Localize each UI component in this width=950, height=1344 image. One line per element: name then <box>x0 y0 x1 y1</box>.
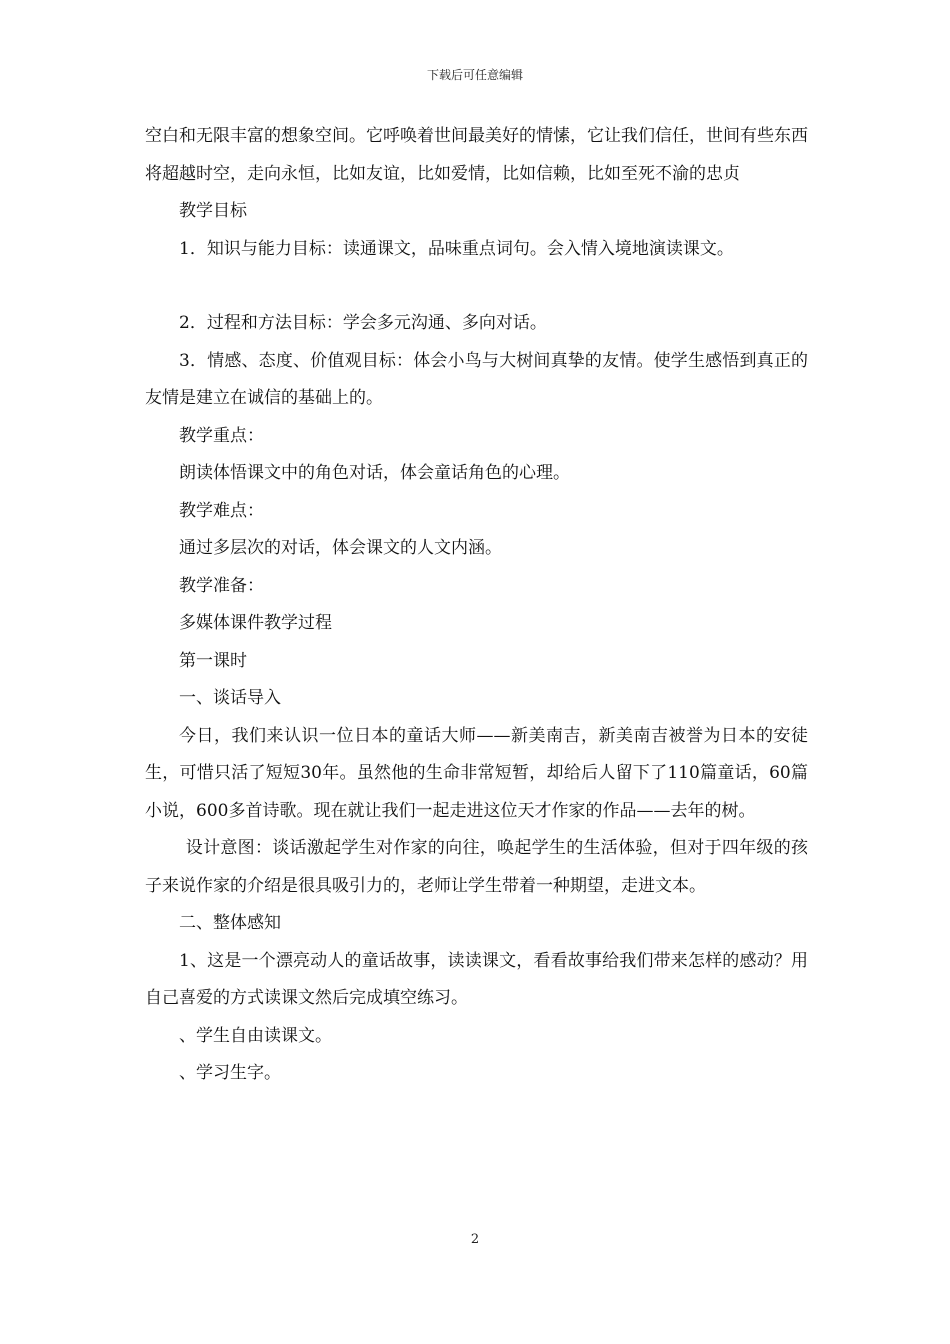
lesson-title: 第一课时 <box>179 650 247 671</box>
section-1-text: 今日，我们来认识一位日本的童话大师——新美南吉，新美南吉被誉为日本的安徒生，可惜只活了短短30年。虽然他的生命非常短暂，却给后人留下了110篇童话，60篇小说，600多首诗歌。现在就让我们一起走进这位天才作家的作品——去年的树。 <box>145 725 808 821</box>
step-learn-characters: 、学习生字。 <box>179 1063 281 1083</box>
key-points-text: 朗读体悟课文中的角色对话，体会童话角色的心理。 <box>179 463 570 483</box>
goal-2: 2．过程和方法目标：学会多元沟通、多向对话。 <box>179 313 547 333</box>
heading-difficulties: 教学难点： <box>179 500 264 521</box>
goal-1: 1．知识与能力目标：读通课文，品味重点词句。会入情入境地演读课文。 <box>179 238 734 259</box>
heading-preparation: 教学准备： <box>179 575 264 596</box>
design-intent: 设计意图：谈话激起学生对作家的向往，唤起学生的生活体验，但对于四年级的孩子来说作家的介绍是很具吸引力的，老师让学生带着一种期望，走进文本。 <box>145 838 808 896</box>
goal-3: 3．情感、态度、价值观目标：体会小鸟与大树间真挚的友情。使学生感悟到真正的友情是建立在诚信的基础上的。 <box>145 350 808 408</box>
page-header: 下载后可任意编辑 <box>426 68 523 82</box>
document-body <box>145 118 808 1093</box>
difficulties-text: 通过多层次的对话，体会课文的人文内涵。 <box>179 538 502 558</box>
section-1-heading: 一、谈话导入 <box>179 688 281 708</box>
heading-key-points: 教学重点： <box>179 425 264 446</box>
section-2-text: 1、这是一个漂亮动人的童话故事，读读课文，看看故事给我们带来怎样的感动？用自己喜爱的方式读课文然后完成填空练习。 <box>145 950 808 1008</box>
preparation-text: 多媒体课件教学过程 <box>179 613 332 633</box>
page-number: 2 <box>470 1232 480 1247</box>
step-free-reading: 、学生自由读课文。 <box>179 1025 332 1046</box>
section-2-heading: 二、整体感知 <box>179 913 281 933</box>
paragraph-intro: 空白和无限丰富的想象空间。它呼唤着世间最美好的情愫，它让我们信任，世间有些东西将超越时空，走向永恒，比如友谊，比如爱情，比如信赖，比如至死不渝的忠贞 <box>145 126 808 184</box>
heading-teaching-goals: 教学目标 <box>179 201 247 221</box>
